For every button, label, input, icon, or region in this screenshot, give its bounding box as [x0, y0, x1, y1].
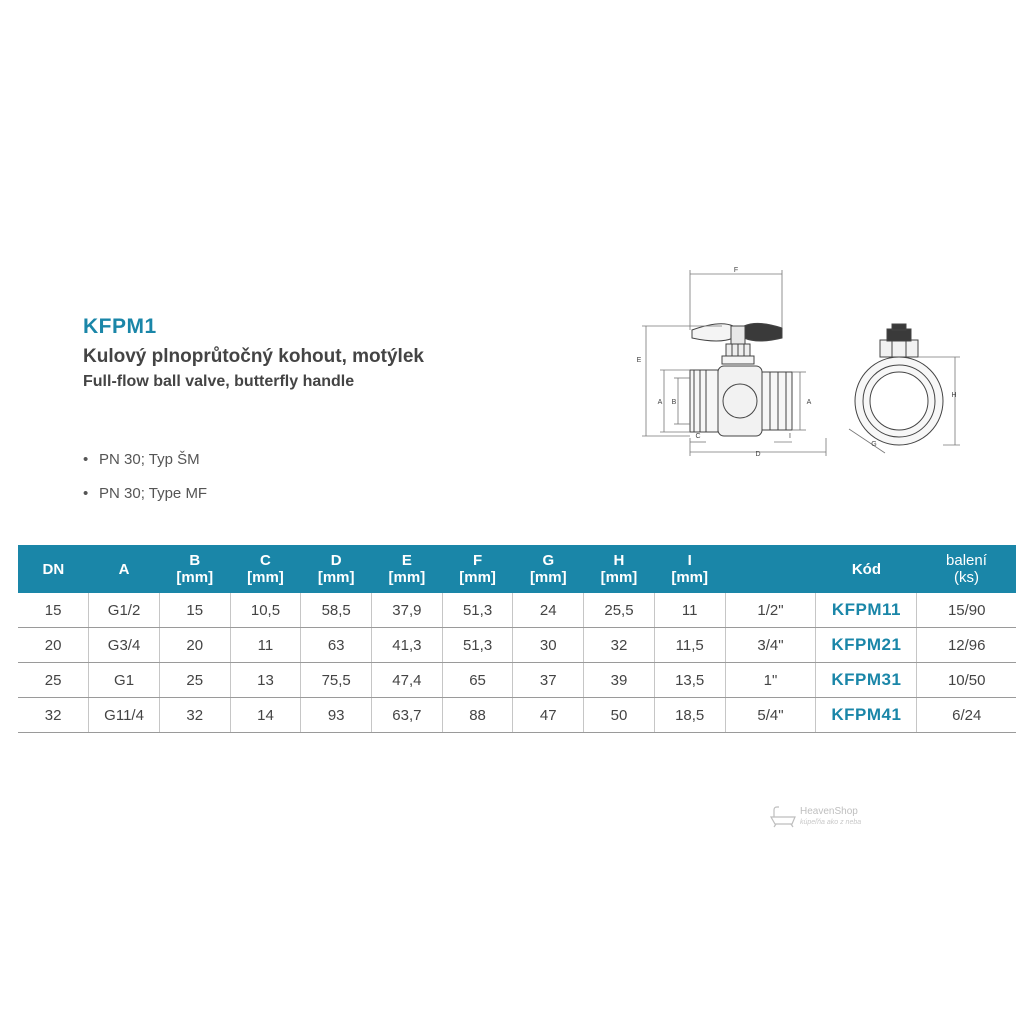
bullet-item	[83, 484, 207, 504]
cell-thread: 1/2"	[725, 593, 816, 628]
cell-i: 18,5	[654, 698, 725, 733]
cell-thread: 3/4"	[725, 628, 816, 663]
cell-f: 51,3	[442, 628, 513, 663]
cell-e: 63,7	[372, 698, 443, 733]
cell-d: 58,5	[301, 593, 372, 628]
cell-baleni: 6/24	[917, 698, 1016, 733]
cell-b: 15	[159, 593, 230, 628]
bullet-text: PN 30; Type MF	[99, 485, 208, 502]
column-header-thread	[725, 545, 816, 593]
cell-d: 63	[301, 628, 372, 663]
bullet-item	[83, 450, 207, 470]
bullet-dot-icon: •	[83, 485, 89, 502]
cell-c: 13	[230, 663, 301, 698]
dim-label-d: D	[755, 451, 761, 458]
cell-b: 32	[159, 698, 230, 733]
cell-f: 65	[442, 663, 513, 698]
cell-thread: 1"	[725, 663, 816, 698]
cell-c: 10,5	[230, 593, 301, 628]
spec-bullet-list	[83, 450, 207, 518]
cell-g: 47	[513, 698, 584, 733]
cell-f: 88	[442, 698, 513, 733]
cell-kod: KFPM11	[816, 593, 917, 628]
watermark-brand-name: HeavenShop	[800, 806, 858, 817]
dim-label-b: B	[671, 399, 677, 406]
column-header-g: G [mm]	[513, 545, 584, 593]
product-title-cz: Kulový plnoprůtočný kohout, motýlek	[83, 346, 424, 367]
cell-thread: 5/4"	[725, 698, 816, 733]
bullet-dot-icon: •	[83, 451, 89, 468]
dim-label-a-left: A	[657, 399, 663, 406]
dim-label-f: F	[733, 267, 739, 274]
table-row	[18, 628, 1016, 663]
product-heading	[83, 313, 453, 393]
table-row	[18, 698, 1016, 733]
cell-e: 37,9	[372, 593, 443, 628]
column-header-a: A	[89, 545, 160, 593]
cell-a: G3/4	[89, 628, 160, 663]
dim-label-i: I	[789, 433, 791, 440]
column-header-kod: Kód	[816, 545, 917, 593]
product-title-en: Full-flow ball valve, butterfly handle	[83, 373, 355, 390]
cell-e: 41,3	[372, 628, 443, 663]
dim-label-h: H	[951, 392, 957, 399]
cell-dn: 32	[18, 698, 89, 733]
column-header-f: F [mm]	[442, 545, 513, 593]
watermark-tagline: kúpeľňa ako z neba	[800, 819, 862, 826]
bathtub-icon	[768, 806, 798, 828]
cell-baleni: 12/96	[917, 628, 1016, 663]
cell-baleni: 15/90	[917, 593, 1016, 628]
cell-a: G11/4	[89, 698, 160, 733]
column-header-dn: DN	[18, 545, 89, 593]
table-row	[18, 593, 1016, 628]
cell-g: 37	[513, 663, 584, 698]
table-row	[18, 663, 1016, 698]
column-header-h: H [mm]	[584, 545, 655, 593]
cell-baleni: 10/50	[917, 663, 1016, 698]
dim-label-a-right: A	[806, 399, 812, 406]
valve-technical-drawing	[630, 262, 980, 472]
cell-kod: KFPM31	[816, 663, 917, 698]
cell-b: 20	[159, 628, 230, 663]
cell-b: 25	[159, 663, 230, 698]
column-header-b: B [mm]	[159, 545, 230, 593]
dim-label-e: E	[636, 357, 642, 364]
cell-e: 47,4	[372, 663, 443, 698]
cell-kod: KFPM21	[816, 628, 917, 663]
cell-h: 50	[584, 698, 655, 733]
cell-a: G1/2	[89, 593, 160, 628]
column-header-i: I [mm]	[654, 545, 725, 593]
cell-dn: 20	[18, 628, 89, 663]
column-header-e: E [mm]	[372, 545, 443, 593]
cell-h: 25,5	[584, 593, 655, 628]
cell-d: 93	[301, 698, 372, 733]
cell-a: G1	[89, 663, 160, 698]
cell-c: 11	[230, 628, 301, 663]
column-header-c: C [mm]	[230, 545, 301, 593]
bullet-text: PN 30; Typ ŠM	[99, 451, 200, 468]
dimension-table	[18, 545, 1016, 733]
cell-i: 11	[654, 593, 725, 628]
cell-c: 14	[230, 698, 301, 733]
heavenshop-watermark	[768, 806, 862, 833]
table-header-row	[18, 545, 1016, 593]
dim-label-g: G	[871, 441, 877, 448]
cell-dn: 15	[18, 593, 89, 628]
cell-dn: 25	[18, 663, 89, 698]
cell-f: 51,3	[442, 593, 513, 628]
cell-i: 11,5	[654, 628, 725, 663]
cell-h: 32	[584, 628, 655, 663]
dim-label-c: C	[695, 433, 701, 440]
cell-g: 24	[513, 593, 584, 628]
cell-kod: KFPM41	[816, 698, 917, 733]
cell-d: 75,5	[301, 663, 372, 698]
column-header-d: D [mm]	[301, 545, 372, 593]
column-header-baleni: balení (ks)	[917, 545, 1016, 593]
cell-h: 39	[584, 663, 655, 698]
cell-g: 30	[513, 628, 584, 663]
product-code: KFPM1	[83, 315, 157, 338]
cell-i: 13,5	[654, 663, 725, 698]
